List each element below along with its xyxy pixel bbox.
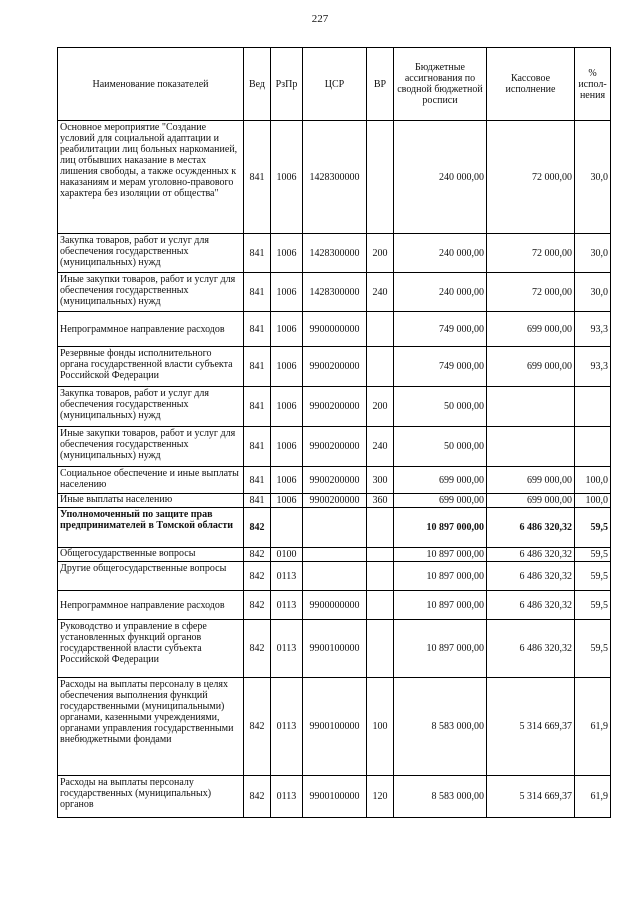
table-row [58,508,611,548]
row-csr: 9900100000 [303,620,367,678]
row-csr: 9900000000 [303,312,367,347]
row-name: Другие общегосударственные вопросы [58,562,244,591]
table-row [58,347,611,387]
row-budget: 10 897 000,00 [394,548,487,562]
row-csr: 9900200000 [303,494,367,508]
row-csr: 9900200000 [303,347,367,387]
header-rzpr: РзПр [271,48,303,121]
row-ved: 841 [244,312,271,347]
row-vr: 240 [367,427,394,467]
row-rzpr [271,508,303,548]
row-cash: 699 000,00 [487,312,575,347]
row-rzpr: 1006 [271,494,303,508]
page-number: 227 [311,13,329,25]
row-ved: 841 [244,387,271,427]
row-budget: 10 897 000,00 [394,562,487,591]
row-pct: 59,5 [575,508,611,548]
row-name: Общегосударственные вопросы [58,548,244,562]
row-name: Закупка товаров, работ и услуг для обеспечения государственных (муниципальных) нужд [58,234,244,273]
row-cash: 699 000,00 [487,467,575,494]
row-vr: 120 [367,776,394,818]
row-rzpr: 0113 [271,776,303,818]
row-rzpr: 0113 [271,562,303,591]
row-vr [367,591,394,620]
row-name: Закупка товаров, работ и услуг для обеспечения государственных (муниципальных) нужд [58,387,244,427]
row-vr [367,121,394,234]
row-rzpr: 1006 [271,234,303,273]
row-vr [367,508,394,548]
row-cash: 6 486 320,32 [487,508,575,548]
row-ved: 841 [244,427,271,467]
budget-execution-table [57,47,611,818]
row-csr: 9900100000 [303,776,367,818]
row-pct [575,387,611,427]
row-vr: 300 [367,467,394,494]
row-pct: 30,0 [575,234,611,273]
row-cash: 72 000,00 [487,121,575,234]
row-cash: 72 000,00 [487,234,575,273]
header-name: Наименование показателей [58,48,244,121]
header-cash: Кассовое исполнение [487,48,575,121]
row-csr: 9900200000 [303,427,367,467]
row-rzpr: 0100 [271,548,303,562]
row-budget: 240 000,00 [394,273,487,312]
row-rzpr: 1006 [271,121,303,234]
row-budget: 699 000,00 [394,467,487,494]
row-budget: 8 583 000,00 [394,678,487,776]
row-pct: 30,0 [575,121,611,234]
row-csr: 9900200000 [303,467,367,494]
table-row [58,620,611,678]
row-csr: 9900200000 [303,387,367,427]
table-row [58,427,611,467]
row-budget: 699 000,00 [394,494,487,508]
row-name: Уполномоченный по защите прав предпринимателей в Томской области [58,508,244,548]
row-name: Резервные фонды исполнительного органа государственной власти субъекта Российской Федерации [58,347,244,387]
row-vr [367,347,394,387]
row-ved: 842 [244,508,271,548]
row-csr: 1428300000 [303,234,367,273]
row-vr: 360 [367,494,394,508]
row-rzpr: 1006 [271,467,303,494]
row-budget: 10 897 000,00 [394,620,487,678]
row-rzpr: 1006 [271,387,303,427]
row-vr [367,620,394,678]
row-pct: 59,5 [575,620,611,678]
row-name: Иные закупки товаров, работ и услуг для обеспечения государственных (муниципальных) нужд [58,273,244,312]
header-pct: % испол-нения [575,48,611,121]
row-name: Социальное обеспечение и иные выплаты населению [58,467,244,494]
row-ved: 841 [244,467,271,494]
header-ved: Вед [244,48,271,121]
row-ved: 841 [244,347,271,387]
row-csr: 1428300000 [303,273,367,312]
row-pct: 100,0 [575,467,611,494]
row-pct: 30,0 [575,273,611,312]
row-rzpr: 0113 [271,678,303,776]
table-row [58,273,611,312]
row-ved: 842 [244,591,271,620]
row-ved: 842 [244,678,271,776]
row-name: Иные выплаты населению [58,494,244,508]
row-cash: 699 000,00 [487,347,575,387]
row-cash [487,387,575,427]
header-csr: ЦСР [303,48,367,121]
row-vr: 200 [367,387,394,427]
row-name: Расходы на выплаты персоналу в целях обеспечения выполнения функций государственными (муниципальными) органами, казенными учреждениями, органами управления государственными внебюджетными фондами [58,678,244,776]
row-ved: 842 [244,620,271,678]
table-row [58,548,611,562]
row-name: Непрограммное направление расходов [58,312,244,347]
table-row [58,312,611,347]
row-rzpr: 1006 [271,427,303,467]
row-cash: 6 486 320,32 [487,620,575,678]
row-ved: 842 [244,562,271,591]
row-budget: 50 000,00 [394,427,487,467]
table-row [58,467,611,494]
row-pct: 61,9 [575,678,611,776]
row-rzpr: 0113 [271,620,303,678]
row-budget: 749 000,00 [394,312,487,347]
row-budget: 50 000,00 [394,387,487,427]
row-cash: 6 486 320,32 [487,562,575,591]
row-vr: 100 [367,678,394,776]
row-name: Руководство и управление в сфере установленных функций органов государственной власти субъекта Российской Федерации [58,620,244,678]
row-rzpr: 1006 [271,273,303,312]
row-ved: 841 [244,121,271,234]
table-row [58,121,611,234]
table-row [58,494,611,508]
header-vr: ВР [367,48,394,121]
row-vr [367,562,394,591]
table-header-row [58,48,611,121]
header-budget: Бюджетные ассигнования по сводной бюджетной росписи [394,48,487,121]
row-ved: 841 [244,273,271,312]
row-vr: 200 [367,234,394,273]
row-budget: 749 000,00 [394,347,487,387]
row-vr [367,548,394,562]
row-rzpr: 0113 [271,591,303,620]
row-budget: 240 000,00 [394,234,487,273]
row-pct: 61,9 [575,776,611,818]
row-pct: 59,5 [575,548,611,562]
row-ved: 841 [244,494,271,508]
row-ved: 842 [244,776,271,818]
row-budget: 10 897 000,00 [394,508,487,548]
row-cash: 72 000,00 [487,273,575,312]
row-pct [575,427,611,467]
row-cash: 6 486 320,32 [487,591,575,620]
row-vr: 240 [367,273,394,312]
table-row [58,234,611,273]
table-row [58,678,611,776]
table-row [58,591,611,620]
row-csr [303,508,367,548]
row-cash [487,427,575,467]
row-budget: 10 897 000,00 [394,591,487,620]
row-cash: 6 486 320,32 [487,548,575,562]
row-pct: 59,5 [575,591,611,620]
row-ved: 841 [244,234,271,273]
row-vr [367,312,394,347]
row-csr: 9900000000 [303,591,367,620]
row-budget: 8 583 000,00 [394,776,487,818]
row-name: Иные закупки товаров, работ и услуг для обеспечения государственных (муниципальных) нужд [58,427,244,467]
row-cash: 699 000,00 [487,494,575,508]
row-rzpr: 1006 [271,312,303,347]
row-budget: 240 000,00 [394,121,487,234]
row-rzpr: 1006 [271,347,303,387]
row-pct: 93,3 [575,312,611,347]
table-row [58,776,611,818]
row-csr [303,562,367,591]
row-csr: 1428300000 [303,121,367,234]
row-ved: 842 [244,548,271,562]
row-name: Основное мероприятие "Создание условий для социальной адаптации и реабилитации лиц больных наркоманией, лиц отбывших наказание в местах лишения свободы, а также осужденных к наказаниям и мерам уголовно-правового характера без изоляции от общества" [58,121,244,234]
row-cash: 5 314 669,37 [487,776,575,818]
row-csr [303,548,367,562]
table-row [58,562,611,591]
row-csr: 9900100000 [303,678,367,776]
table-row [58,387,611,427]
row-name: Расходы на выплаты персоналу государственных (муниципальных) органов [58,776,244,818]
row-cash: 5 314 669,37 [487,678,575,776]
row-pct: 100,0 [575,494,611,508]
row-pct: 59,5 [575,562,611,591]
row-name: Непрограммное направление расходов [58,591,244,620]
row-pct: 93,3 [575,347,611,387]
